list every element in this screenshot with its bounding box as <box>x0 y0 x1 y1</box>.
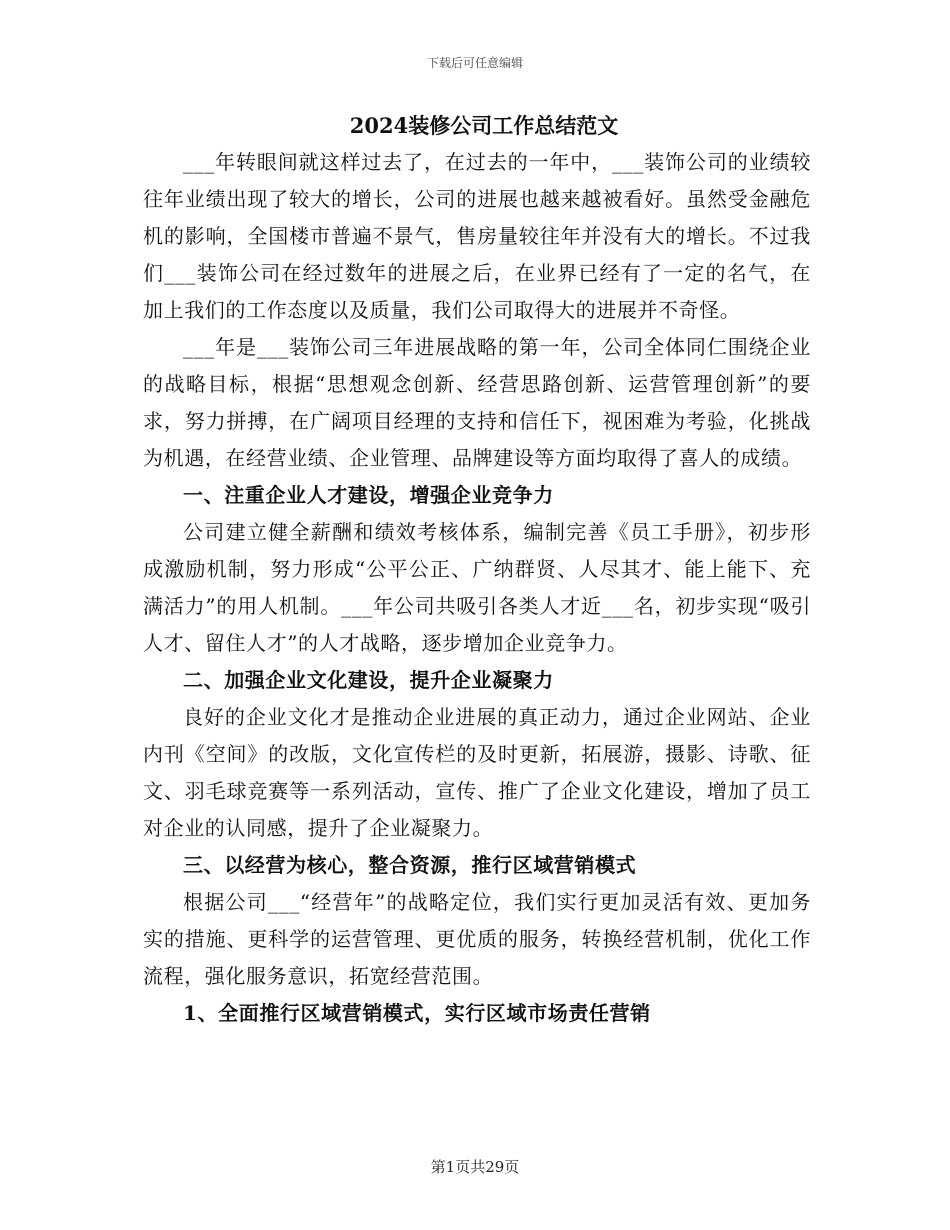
document-body <box>143 108 811 1032</box>
intro-paragraph-2: ___年是___装饰公司三年进展战略的第一年，公司全体同仁围绕企业的战略目标，根据“思想观念创新、经营思路创新、运营管理创新”的要求，努力拼搏，在广阔项目经理的支持和信任下，视困难为考验，化挑战为机遇，在经营业绩、企业管理、品牌建设等方面均取得了喜人的成绩。 <box>143 335 811 470</box>
subsection-heading: 1、全面推行区域营销模式，实行区域市场责任营销 <box>183 1001 651 1025</box>
page-footer: 第1页共29页 <box>430 1158 520 1176</box>
section-heading-2: 二、加强企业文化建设，提升企业凝聚力 <box>183 668 554 692</box>
page-header: 下载后可任意编辑 <box>426 56 523 70</box>
section-body-2: 良好的企业文化才是推动企业进展的真正动力，通过企业网站、企业内刊《空间》的改版，文化宣传栏的及时更新，拓展游，摄影、诗歌、征文、羽毛球竞赛等一系列活动，宣传、推广了企业文化建设，增加了员工对企业的认同感，提升了企业凝聚力。 <box>143 705 811 840</box>
section-heading-1: 一、注重企业人才建设，增强企业竞争力 <box>183 483 554 507</box>
intro-paragraph-1: ___年转眼间就这样过去了，在过去的一年中，___装饰公司的业绩较往年业绩出现了较大的增长，公司的进展也越来越被看好。虽然受金融危机的影响，全国楼市普遍不景气，售房量较往年并没有大的增长。不过我们___装饰公司在经过数年的进展之后，在业界已经有了一定的名气，在加上我们的工作态度以及质量，我们公司取得大的进展并不奇怪。 <box>143 150 811 322</box>
document-title: 2024装修公司工作总结范文 <box>349 113 619 138</box>
section-body-1: 公司建立健全薪酬和绩效考核体系，编制完善《员工手册》，初步形成激励机制，努力形成“公平公正、广纳群贤、人尽其才、能上能下、充满活力”的用人机制。___年公司共吸引各类人才近___名，初步实现“吸引人才、留住人才”的人才战略，逐步增加企业竞争力。 <box>143 520 811 655</box>
section-heading-3: 三、以经营为核心，整合资源，推行区域营销模式 <box>183 853 637 877</box>
section-body-3: 根据公司___“经营年”的战略定位，我们实行更加灵活有效、更加务实的措施、更科学的运营管理、更优质的服务，转换经营机制，优化工作流程，强化服务意识，拓宽经营范围。 <box>143 890 811 988</box>
